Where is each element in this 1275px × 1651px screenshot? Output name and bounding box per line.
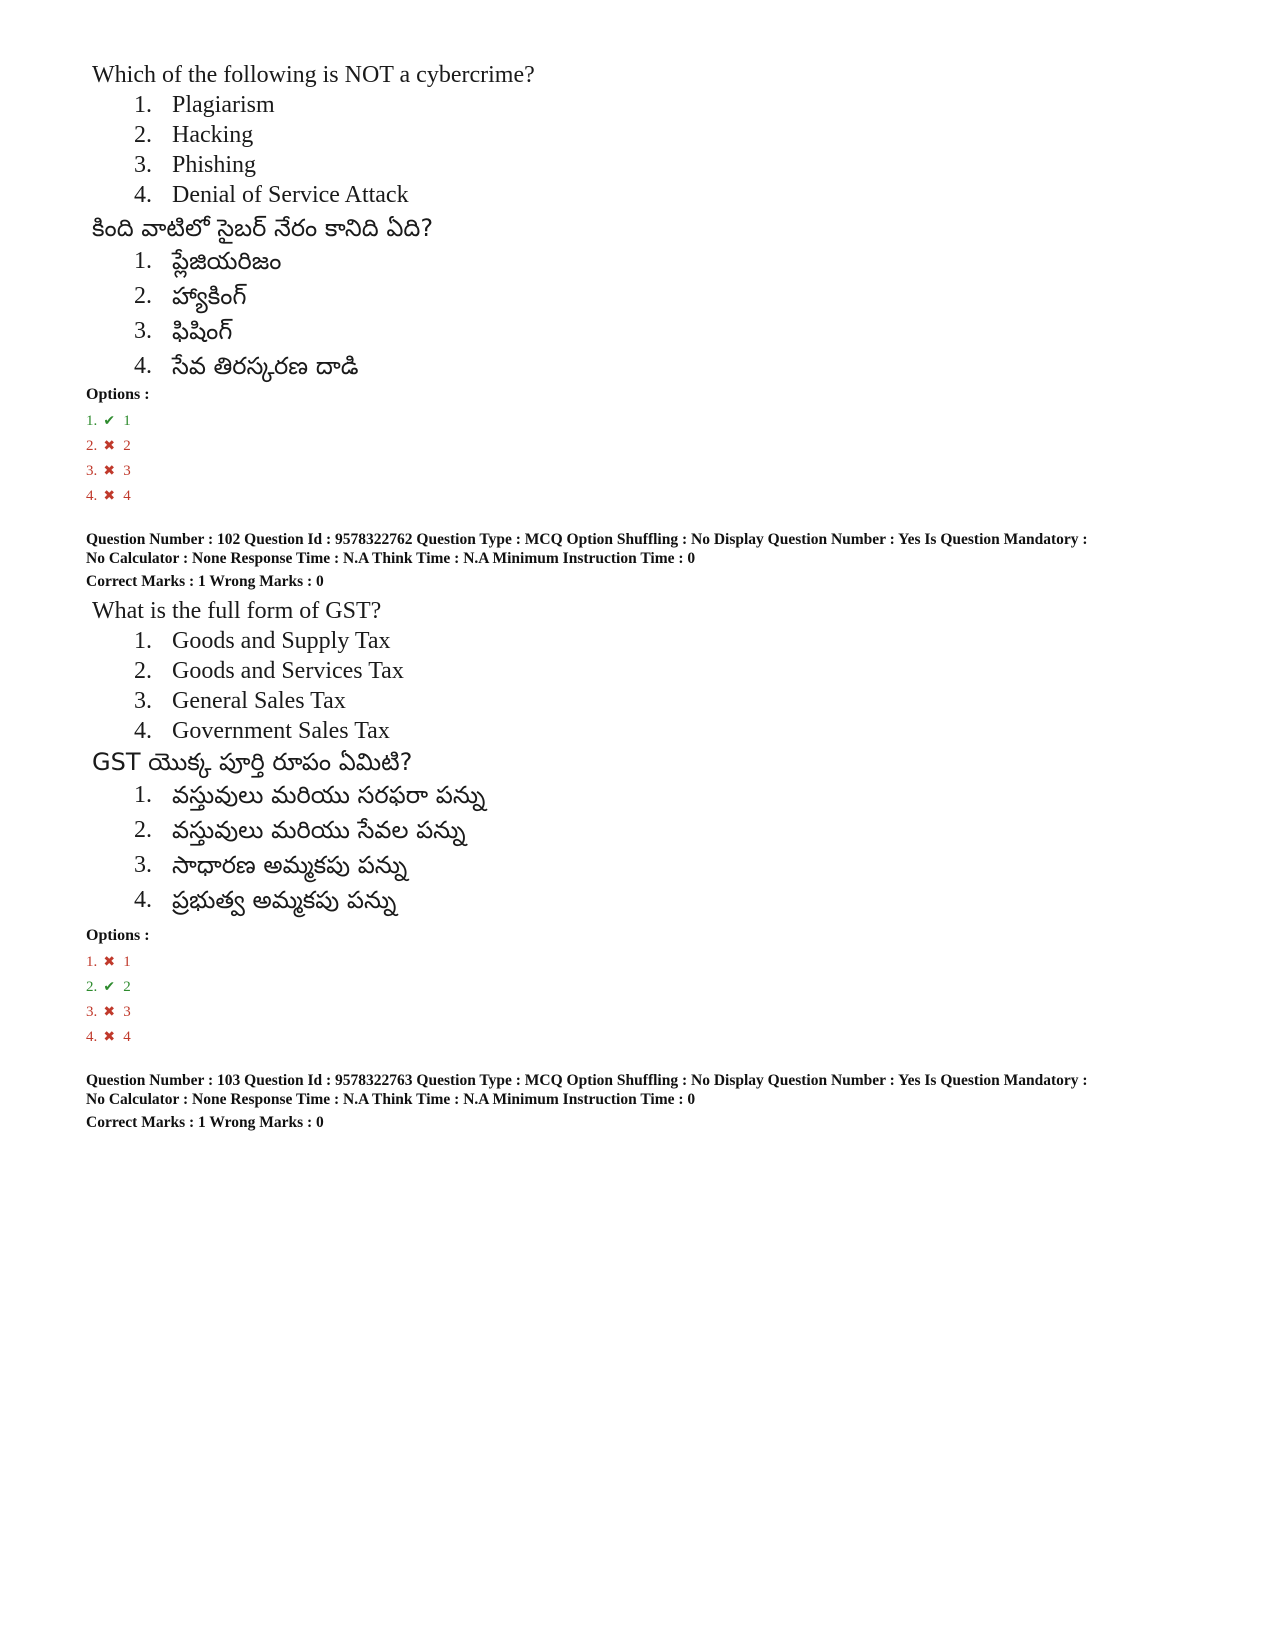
- answer-option: 3. ✖ 3: [86, 1000, 150, 1025]
- meta-line-1: Question Number : 102 Question Id : 9578322762 Question Type : MCQ Option Shuffling : No Display Question Number : Yes Is Question Mandatory :: [86, 531, 1088, 548]
- question-102-english-options: [92, 626, 485, 746]
- question-101-english: Which of the following is NOT a cybercrime?: [92, 62, 535, 88]
- list-item: 3. Phishing: [134, 152, 257, 178]
- options-label: Options :: [86, 386, 150, 403]
- meta-line-1: Question Number : 103 Question Id : 9578322763 Question Type : MCQ Option Shuffling : No Display Question Number : Yes Is Question Mandatory :: [86, 1072, 1088, 1089]
- list-item: 4. Denial of Service Attack: [134, 182, 409, 208]
- check-icon: ✔: [103, 979, 116, 995]
- question-102-meta: [86, 530, 1206, 591]
- list-item: 3. సాధారణ అమ్మకపు పన్ను: [134, 851, 408, 879]
- answer-options-list: [86, 950, 150, 1050]
- answer-option: 3. ✖ 3: [86, 459, 150, 484]
- list-item: 3. General Sales Tax: [134, 688, 346, 714]
- cross-icon: ✖: [103, 1004, 116, 1020]
- marks-line: Correct Marks : 1 Wrong Marks : 0: [86, 1114, 324, 1131]
- cross-icon: ✖: [103, 488, 116, 504]
- list-item: 2. Hacking: [134, 122, 254, 148]
- cross-icon: ✖: [103, 438, 116, 454]
- list-item: 2. Goods and Services Tax: [134, 658, 404, 684]
- question-103-meta: [86, 1071, 1206, 1132]
- question-102-options: [86, 926, 150, 1050]
- list-item: 4. ప్రభుత్వ అమ్మకపు పన్ను: [134, 886, 397, 914]
- list-item: 4. సేవ తిరస్కరణ దాడి: [134, 352, 359, 380]
- answer-option: 4. ✖ 4: [86, 1025, 150, 1050]
- question-101-options: [86, 385, 150, 509]
- check-icon: ✔: [103, 413, 116, 429]
- answer-option: 1. ✖ 1: [86, 950, 150, 975]
- list-item: 2. వస్తువులు మరియు సేవల పన్ను: [134, 816, 466, 844]
- question-102-english: What is the full form of GST?: [92, 598, 382, 624]
- question-101-english-options: [92, 90, 535, 210]
- question-101-telugu-options: [92, 244, 535, 384]
- list-item: 1. ప్లేజియరిజం: [134, 247, 282, 275]
- list-item: 2. హ్యాకింగ్: [134, 282, 247, 310]
- marks-line: Correct Marks : 1 Wrong Marks : 0: [86, 573, 324, 590]
- answer-option: 1. ✔ 1: [86, 409, 150, 434]
- cross-icon: ✖: [103, 463, 116, 479]
- list-item: 1. Goods and Supply Tax: [134, 628, 391, 654]
- question-102-telugu: GST యొక్క పూర్తి రూపం ఏమిటి?: [92, 748, 413, 776]
- list-item: 1. వస్తువులు మరియు సరఫరా పన్ను: [134, 781, 486, 809]
- answer-option: 2. ✖ 2: [86, 434, 150, 459]
- answer-options-list: [86, 409, 150, 509]
- question-101-telugu: కింది వాటిలో సైబర్ నేరం కానిది ఏది?: [92, 214, 434, 242]
- meta-line-2: No Calculator : None Response Time : N.A Think Time : N.A Minimum Instruction Time : 0: [86, 550, 696, 567]
- cross-icon: ✖: [103, 1029, 116, 1045]
- question-102-image: [92, 596, 485, 918]
- question-102-telugu-options: [92, 778, 485, 918]
- list-item: 1. Plagiarism: [134, 92, 275, 118]
- list-item: 3. ఫిషింగ్: [134, 317, 233, 345]
- list-item: 4. Government Sales Tax: [134, 718, 390, 744]
- question-101-image: [92, 60, 535, 384]
- meta-line-2: No Calculator : None Response Time : N.A Think Time : N.A Minimum Instruction Time : 0: [86, 1091, 696, 1108]
- options-label: Options :: [86, 927, 150, 944]
- answer-option: 4. ✖ 4: [86, 484, 150, 509]
- answer-option: 2. ✔ 2: [86, 975, 150, 1000]
- cross-icon: ✖: [103, 954, 116, 970]
